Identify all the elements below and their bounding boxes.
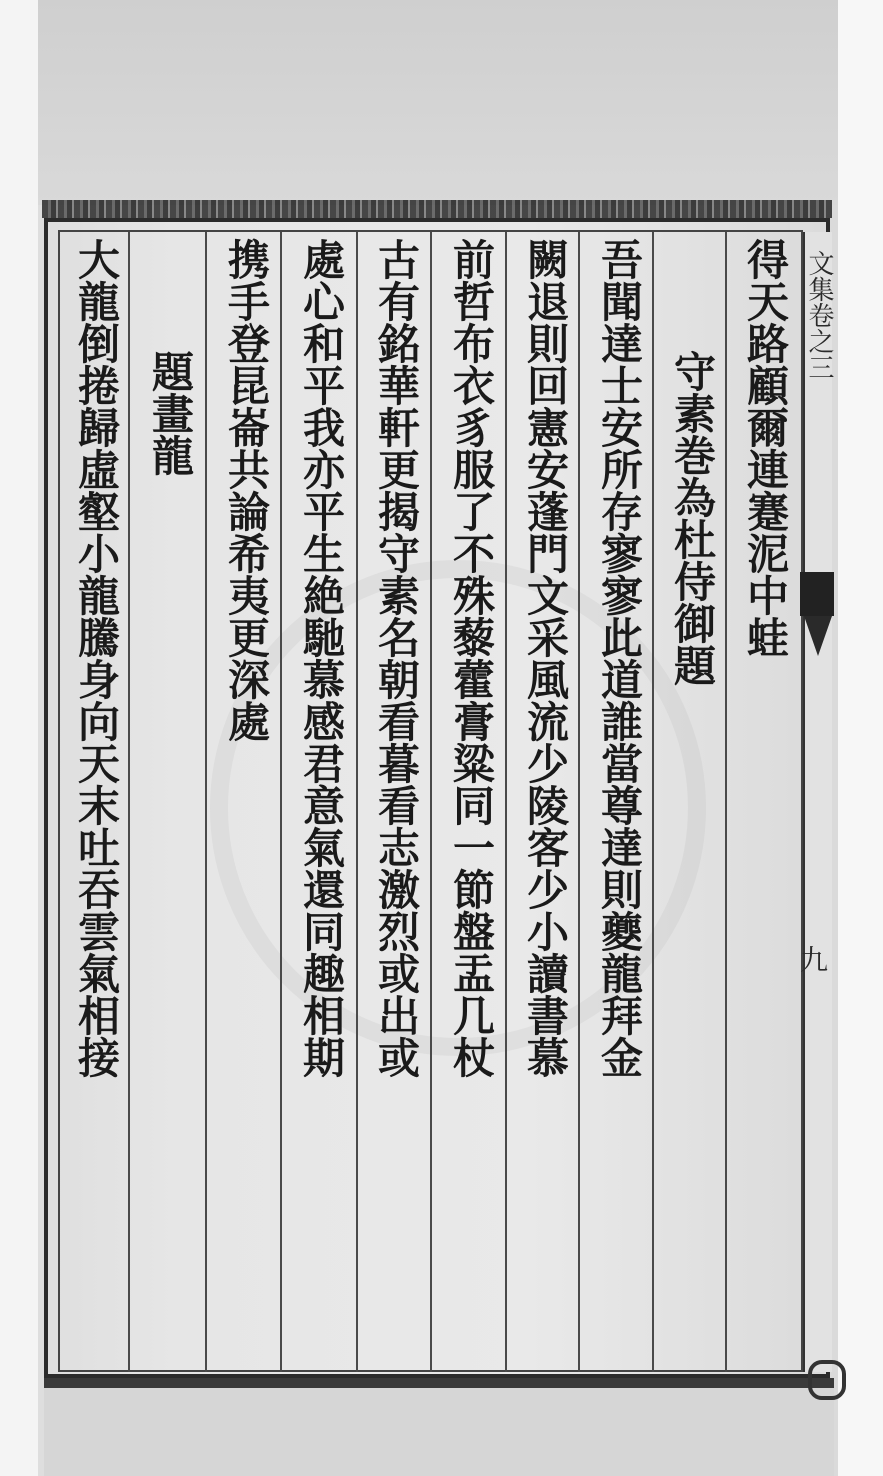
banxin-strip [796, 232, 832, 1372]
text-column-6: 古有銘華軒更揭守素名朝看暮看志激烈或出或 [372, 238, 421, 1078]
text-column-10: 大龍倒捲歸虛壑小龍騰身向天末吐吞雲氣相接 [72, 238, 121, 1078]
text-column-8: 携手登昆崙共論希夷更深處 [222, 238, 271, 742]
column-rule [128, 232, 130, 1372]
lower-margin [44, 1388, 834, 1476]
column-rule [205, 232, 207, 1372]
clip-mark [808, 1360, 846, 1400]
column-rule [356, 232, 358, 1372]
text-column-2: 守素巻為杜侍御題 [668, 350, 717, 686]
column-rule [578, 232, 580, 1372]
text-column-3: 吾聞達士安所存寥寥此道誰當尊達則夔龍拜金 [595, 238, 644, 1078]
right-page-edge [838, 0, 883, 1476]
text-column-1: 得天路顧爾連蹇泥中蛙 [741, 238, 790, 658]
fishtail-mark [804, 616, 832, 656]
black-mouth-block [800, 572, 834, 616]
column-rule [725, 232, 727, 1372]
text-column-7: 處心和平我亦平生絶馳慕感君意氣還同趣相期 [297, 238, 346, 1078]
column-rule [280, 232, 282, 1372]
banxin-title: 文集卷之三 [804, 250, 834, 380]
top-border-ink [42, 200, 832, 218]
column-rule [430, 232, 432, 1372]
left-page-edge [0, 0, 38, 1476]
page-number: 九 [796, 945, 829, 973]
poem-title-column: 題畫龍 [146, 350, 195, 476]
column-rule [652, 232, 654, 1372]
bottom-border [44, 1378, 834, 1388]
column-rule [505, 232, 507, 1372]
upper-margin [38, 0, 838, 205]
text-column-5: 前哲布衣豸服了不殊藜藿膏粱同一節盤盂几杖 [447, 238, 496, 1078]
text-column-4: 闕退則回憲安蓬門文采風流少陵客少小讀書慕 [521, 238, 570, 1078]
